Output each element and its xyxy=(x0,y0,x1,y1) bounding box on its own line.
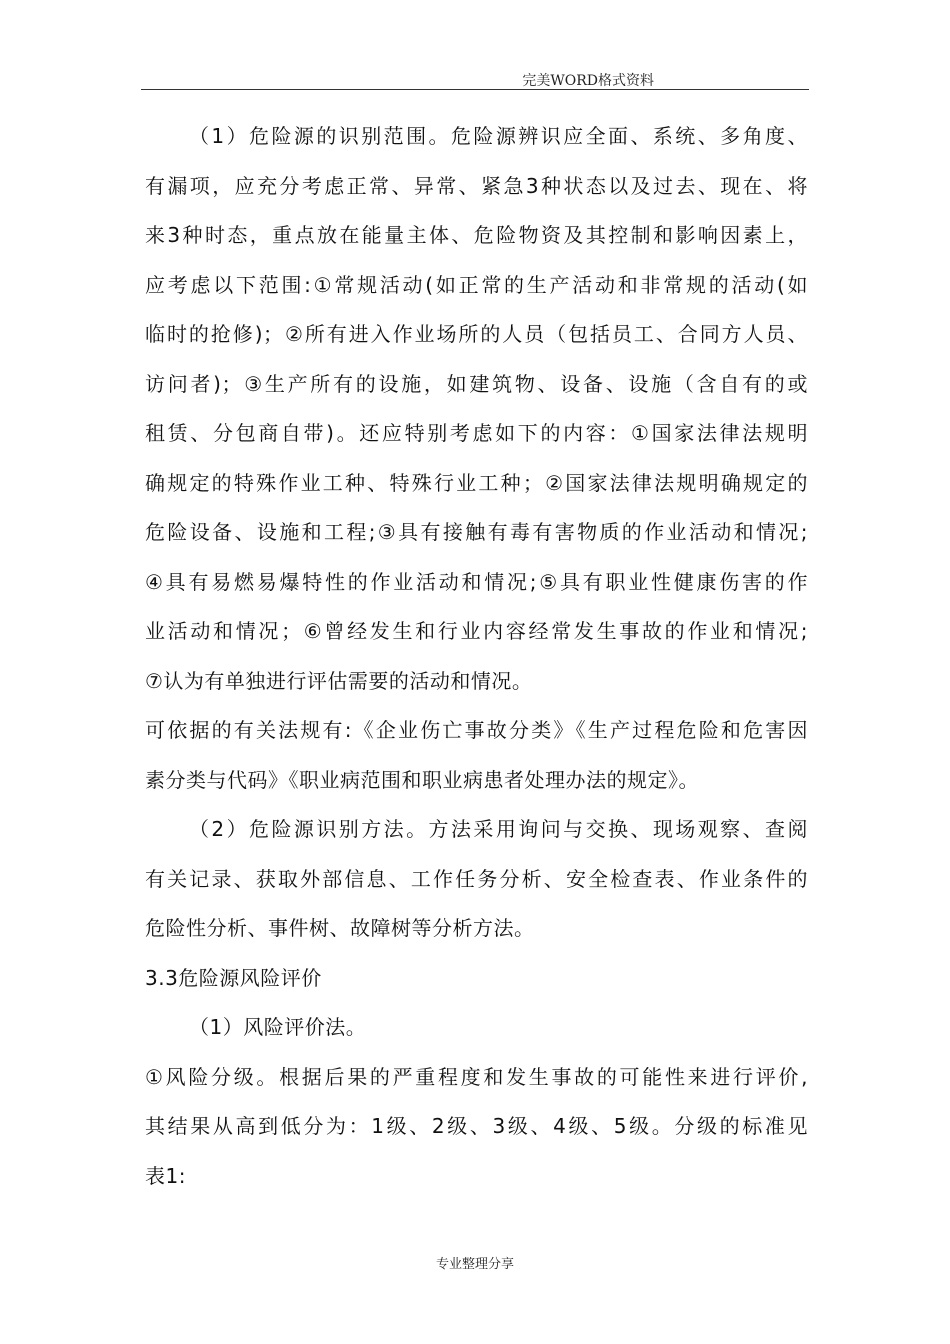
body-line: ⑦认为有单独进行评估需要的活动和情况。 xyxy=(145,668,533,693)
body-line: 素分类与代码》《职业病范围和职业病患者处理办法的规定》。 xyxy=(145,767,699,792)
body-line: 业活动和情况；⑥曾经发生和行业内容经常发生事故的作业和情况; xyxy=(145,619,808,643)
body-line: 可依据的有关法规有:《企业伤亡事故分类》《生产过程危险和危害因 xyxy=(145,718,808,742)
body-line: （2）危险源识别方法。方法采用询问与交换、现场观察、查阅 xyxy=(189,817,808,841)
body-line: 危险性分析、事件树、故障树等分析方法。 xyxy=(145,916,535,940)
body-line: 确规定的特殊作业工种、特殊行业工种；②国家法律法规明确规定的 xyxy=(145,470,808,495)
body-line: （1）危险源的识别范围。危险源辨识应全面、系统、多角度、 xyxy=(189,124,808,148)
page-header: 完美WORD格式资料 xyxy=(522,73,654,89)
page-footer: 专业整理分享 xyxy=(435,1257,514,1272)
body-line: 来3种时态，重点放在能量主体、危险物资及其控制和影响因素上， xyxy=(145,223,808,247)
body-line: 访问者)；③生产所有的设施，如建筑物、设备、设施（含自有的或 xyxy=(145,371,808,396)
body-line: （1）风险评价法。 xyxy=(189,1015,367,1039)
body-line: 3.3危险源风险评价 xyxy=(145,965,322,990)
body-line: 危险设备、设施和工程;③具有接触有毒有害物质的作业活动和情况; xyxy=(145,520,808,544)
body-line: 其结果从高到低分为：1级、2级、3级、4级、5级。分级的标准见 xyxy=(145,1114,808,1138)
body-line: 应考虑以下范围:①常规活动(如正常的生产活动和非常规的活动(如 xyxy=(145,272,808,297)
body-line: 表1: xyxy=(145,1163,186,1188)
header-rule xyxy=(141,89,809,90)
body-line: ④具有易燃易爆特性的作业活动和情况;⑤具有职业性健康伤害的作 xyxy=(145,569,808,594)
body-line: ①风险分级。根据后果的严重程度和发生事故的可能性来进行评价, xyxy=(145,1064,808,1089)
body-line: 临时的抢修)；②所有进入作业场所的人员（包括员工、合同方人员、 xyxy=(145,322,808,346)
body-line: 有漏项，应充分考虑正常、异常、紧急3种状态以及过去、现在、将 xyxy=(145,173,808,198)
body-line: 有关记录、获取外部信息、工作任务分析、安全检查表、作业条件的 xyxy=(145,866,808,891)
document-body xyxy=(145,116,808,1205)
body-line: 租赁、分包商自带)。还应特别考虑如下的内容：①国家法律法规明 xyxy=(145,421,808,445)
